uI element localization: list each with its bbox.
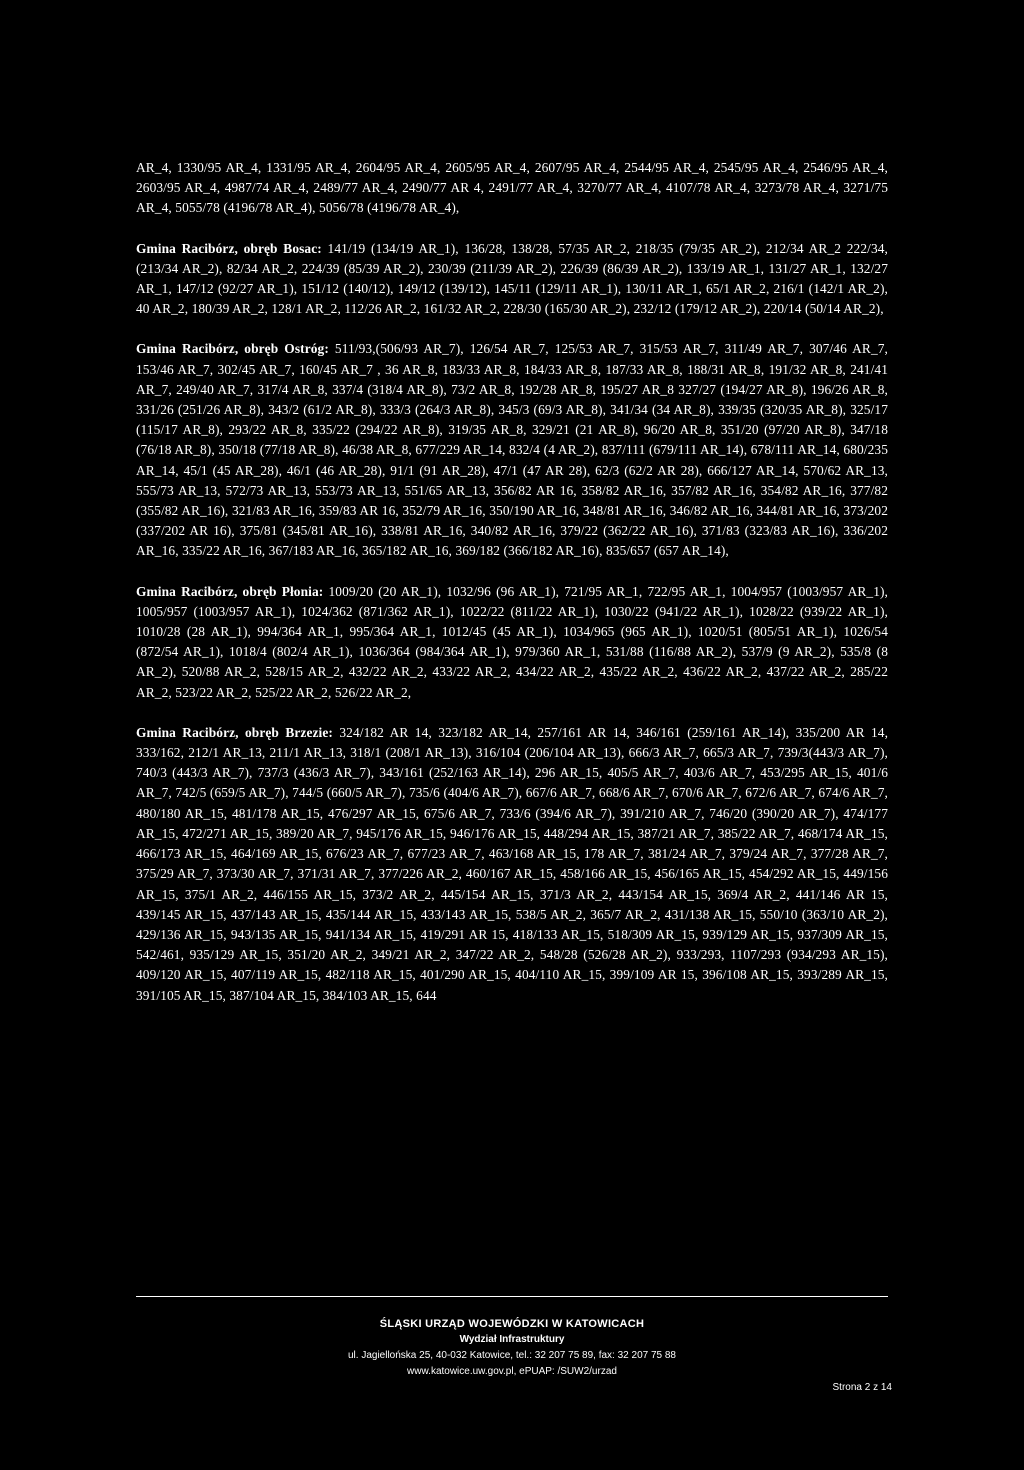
- footer-divider: [136, 1296, 888, 1297]
- paragraph-ostrog: [136, 339, 888, 561]
- footer-department: Wydział Infrastruktury: [459, 1334, 565, 1345]
- paragraph-text: 1009/20 (20 AR_1), 1032/96 (96 AR_1), 721/95 AR_1, 722/95 AR_1, 1004/957 (1003/957 AR_1), 1005/957 (1003/957 AR_1), 1024/362 (871/362 AR_1), 1022/22 (811/22 AR_1), 1030/22 (941/22 AR_1), 1028/22 (939/22 AR_1), 1010/28 (28 AR_1), 994/364 AR_1, 995/364 AR_1, 1012/45 (45 AR_1), 1034/965 (965 AR_1), 1020/51 (805/51 AR_1), 1026/54 (872/54 AR_1), 1018/4 (802/4 AR_1), 1036/364 (984/364 AR_1), 979/360 AR_1, 531/88 (116/88 AR_2), 537/9 (9 AR_2), 535/8 (8 AR_2), 520/88 AR_2, 528/15 AR_2, 432/22 AR_2, 433/22 AR_2, 434/22 AR_2, 435/22 AR_2, 436/22 AR_2, 437/22 AR_2, 285/22 AR_2, 523/22 AR_2, 525/22 AR_2, 526/22 AR_2,: [136, 583, 888, 700]
- paragraph-label: Gmina Racibórz, obręb Brzezie:: [136, 724, 333, 740]
- document-body: [136, 158, 888, 1026]
- paragraph-text: 141/19 (134/19 AR_1), 136/28, 138/28, 57/35 AR_2, 218/35 (79/35 AR_2), 212/34 AR_2 222/34, (213/34 AR_2), 82/34 AR_2, 224/39 (85/39 AR_2), 230/39 (211/39 AR_2), 226/39 (86/39 AR_2), 133/19 AR_1, 131/27 AR_1, 132/27 AR_1, 147/12 (92/27 AR_1), 151/12 (140/12), 149/12 (139/12), 145/11 (129/11 AR_1), 130/11 AR_1, 65/1 AR_2, 216/1 (142/1 AR_2), 40 AR_2, 180/39 AR_2, 128/1 AR_2, 112/26 AR_2, 161/32 AR_2, 228/30 (165/30 AR_2), 232/12 (179/12 AR_2), 220/14 (50/14 AR_2),: [136, 240, 888, 317]
- footer: [136, 1316, 888, 1380]
- paragraph-continuation: [136, 158, 888, 219]
- paragraph-bosac: [136, 239, 888, 320]
- paragraph-text: AR_4, 1330/95 AR_4, 1331/95 AR_4, 2604/95 AR_4, 2605/95 AR_4, 2607/95 AR_4, 2544/95 AR_4, 2545/95 AR_4, 2546/95 AR_4, 2603/95 AR_4, 4987/74 AR_4, 2489/77 AR_4, 2490/77 AR 4, 2491/77 AR_4, 3270/77 AR_4, 4107/78 AR_4, 3273/78 AR_4, 3271/75 AR_4, 5055/78 (4196/78 AR_4), 5056/78 (4196/78 AR_4),: [136, 160, 888, 216]
- paragraph-label: Gmina Racibórz, obręb Płonia:: [136, 583, 324, 599]
- paragraph-label: Gmina Racibórz, obręb Ostróg:: [136, 341, 329, 357]
- paragraph-text: 324/182 AR 14, 323/182 AR_14, 257/161 AR 14, 346/161 (259/161 AR_14), 335/200 AR 14, 333/162, 212/1 AR_13, 211/1 AR_13, 318/1 (208/1 AR_13), 316/104 (206/104 AR_13), 666/3 AR_7, 665/3 AR_7, 739/3(443/3 AR_7), 740/3 (443/3 AR_7), 737/3 (436/3 AR_7), 343/161 (252/163 AR_14), 296 AR_15, 405/5 AR_7, 403/6 AR_7, 453/295 AR_15, 401/6 AR_7, 742/5 (659/5 AR_7), 744/5 (660/5 AR_7), 735/6 (404/6 AR_7), 667/6 AR_7, 668/6 AR_7, 670/6 AR_7, 672/6 AR_7, 674/6 AR_7, 480/180 AR_15, 481/178 AR_15, 476/297 AR_15, 675/6 AR_7, 733/6 (394/6 AR_7), 391/210 AR_7, 746/20 (390/20 AR_7), 474/177 AR_15, 472/271 AR_15, 389/20 AR_7, 945/176 AR_15, 946/176 AR_15, 448/294 AR_15, 387/21 AR_7, 385/22 AR_7, 468/174 AR_15, 466/173 AR_15, 464/169 AR_15, 676/23 AR_7, 677/23 AR_7, 463/168 AR_15, 178 AR_7, 381/24 AR_7, 379/24 AR_7, 377/28 AR_7, 375/29 AR_7, 373/30 AR_7, 371/31 AR_7, 377/226 AR_2, 460/167 AR_15, 458/166 AR_15, 456/165 AR_15, 454/292 AR_15, 449/156 AR_15, 375/1 AR_2, 446/155 AR_15, 373/2 AR_2, 445/154 AR_15, 371/3 AR_2, 443/154 AR_15, 369/4 AR_2, 441/146 AR 15, 439/145 AR_15, 437/143 AR_15, 435/144 AR_15, 433/143 AR_15, 538/5 AR_2, 365/7 AR_2, 431/138 AR_15, 550/10 (363/10 AR_2), 429/136 AR_15, 943/135 AR_15, 941/134 AR_15, 419/291 AR 15, 418/133 AR_15, 518/309 AR_15, 939/129 AR_15, 937/309 AR_15, 542/461, 935/129 AR_15, 351/20 AR_2, 349/21 AR_2, 347/22 AR_2, 548/28 (526/28 AR_2), 933/293, 1107/293 (934/293 AR_15), 409/120 AR_15, 407/119 AR_15, 482/118 AR_15, 401/290 AR_15, 404/110 AR_15, 399/109 AR 15, 396/108 AR_15, 393/289 AR_15, 391/105 AR_15, 387/104 AR_15, 384/103 AR_15, 644: [136, 724, 889, 1003]
- paragraph-text: 511/93,(506/93 AR_7), 126/54 AR_7, 125/53 AR_7, 315/53 AR_7, 311/49 AR_7, 307/46 AR_7, 153/46 AR_7, 302/45 AR_7, 160/45 AR_7 , 36 AR_8, 183/33 AR_8, 184/33 AR_8, 187/33 AR_8, 188/31 AR_8, 191/32 AR_8, 241/41 AR_7, 249/40 AR_7, 317/4 AR_8, 337/4 (318/4 AR_8), 73/2 AR_8, 192/28 AR_8, 195/27 AR_8 327/27 (194/27 AR_8), 196/26 AR_8, 331/26 (251/26 AR_8), 343/2 (61/2 AR_8), 333/3 (264/3 AR_8), 345/3 (69/3 AR_8), 341/34 (34 AR_8), 339/35 (320/35 AR_8), 325/17 (115/17 AR_8), 293/22 AR_8, 335/22 (294/22 AR_8), 319/35 AR_8, 329/21 (21 AR_8), 96/20 AR_8, 351/20 (97/20 AR_8), 347/18 (76/18 AR_8), 350/18 (77/18 AR_8), 46/38 AR_8, 677/229 AR_14, 832/4 (4 AR_2), 837/111 (679/111 AR_14), 678/111 AR_14, 680/235 AR_14, 45/1 (45 AR_28), 46/1 (46 AR_28), 91/1 (91 AR_28), 47/1 (47 AR 28), 62/3 (62/2 AR 28), 666/127 AR_14, 570/62 AR_13, 555/73 AR_13, 572/73 AR_13, 553/73 AR_13, 551/65 AR_13, 356/82 AR 16, 358/82 AR_16, 357/82 AR_16, 354/82 AR_16, 377/82 (355/82 AR_16), 321/83 AR_16, 359/83 AR 16, 352/79 AR_16, 350/190 AR_16, 348/81 AR_16, 346/82 AR_16, 344/81 AR_16, 373/202 (337/202 AR 16), 375/81 (345/81 AR_16), 338/81 AR_16, 340/82 AR_16, 379/22 (362/22 AR_16), 371/83 (323/83 AR_16), 336/202 AR_16, 335/22 AR_16, 367/183 AR_16, 365/182 AR_16, 369/182 (366/182 AR_16), 835/657 (657 AR_14),: [136, 341, 888, 559]
- paragraph-plonia: [136, 582, 888, 703]
- footer-address: ul. Jagiellońska 25, 40-032 Katowice, tel.: 32 207 75 89, fax: 32 207 75 88: [347, 1350, 676, 1361]
- page-number: Strona 2 z 14: [832, 1382, 892, 1393]
- paragraph-label: Gmina Racibórz, obręb Bosac:: [136, 240, 322, 256]
- paragraph-brzezie: [136, 723, 888, 1006]
- footer-website: www.katowice.uw.gov.pl, ePUAP: /SUW2/urzad: [407, 1366, 617, 1377]
- footer-organization: ŚLĄSKI URZĄD WOJEWÓDZKI W KATOWICACH: [379, 1318, 645, 1330]
